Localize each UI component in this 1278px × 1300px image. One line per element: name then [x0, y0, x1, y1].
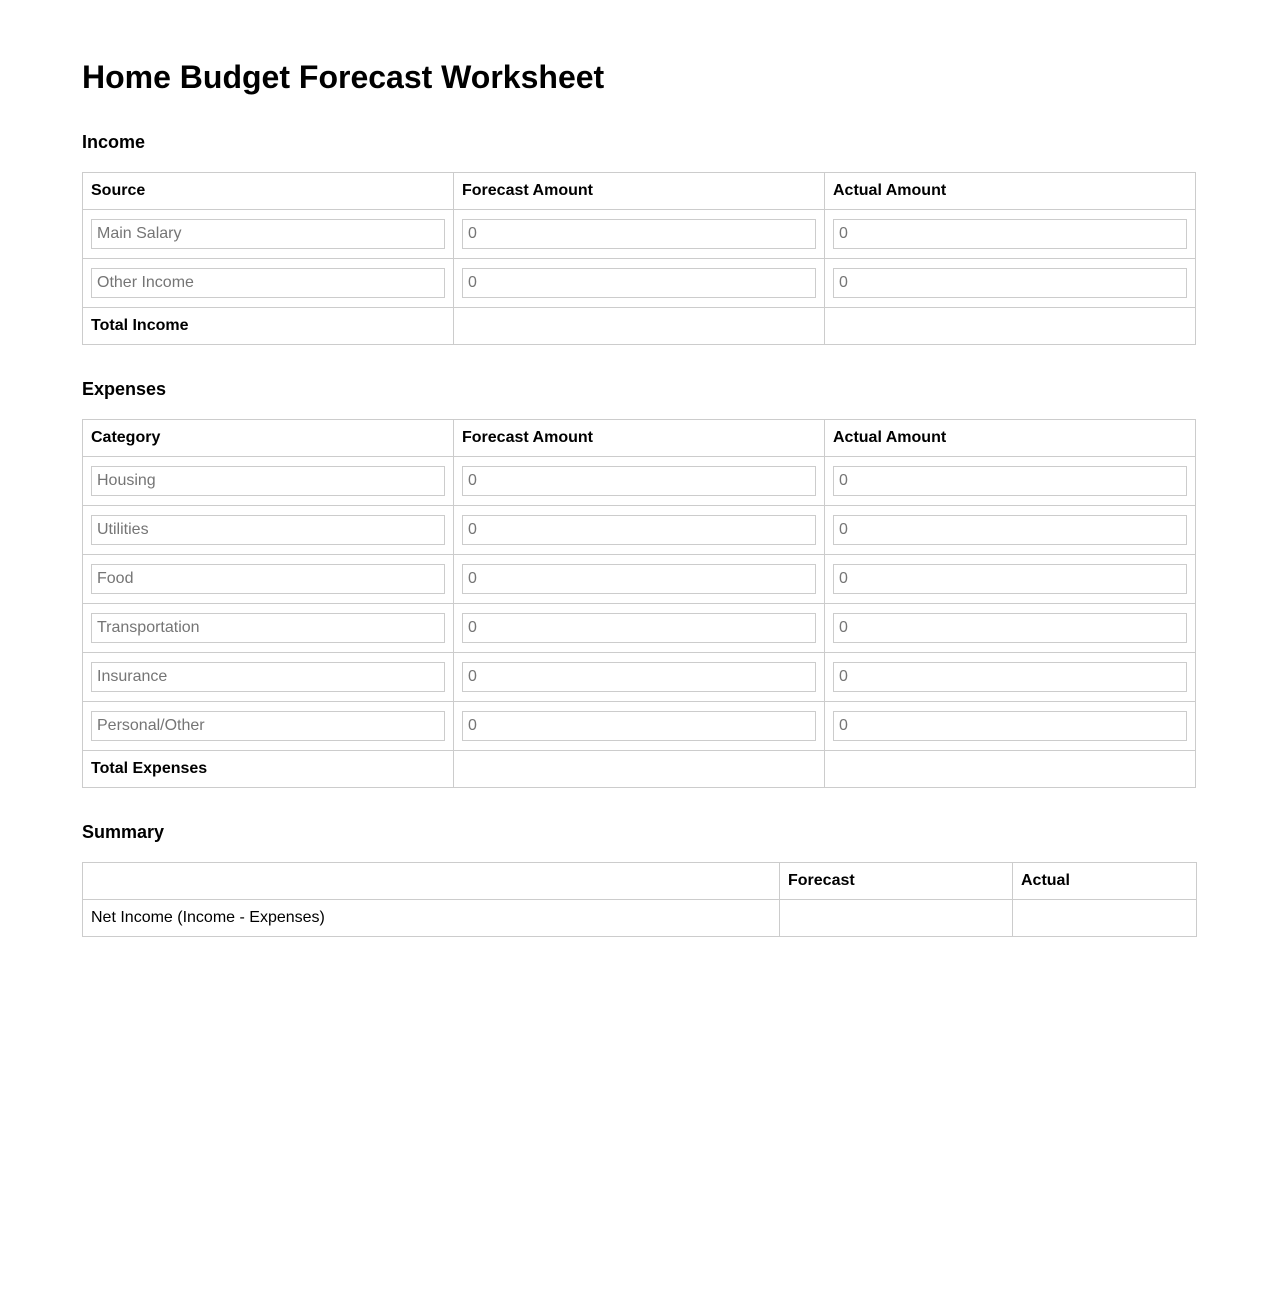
expense-forecast-input[interactable] — [462, 711, 816, 741]
source-cell — [83, 210, 454, 259]
net-income-row — [83, 900, 1197, 937]
net-income-label: Net Income (Income - Expenses) — [83, 900, 780, 937]
expense-category-input[interactable] — [91, 564, 445, 594]
expense-row-utilities — [83, 506, 1196, 555]
income-actual-input[interactable] — [833, 219, 1187, 249]
category-cell — [83, 653, 454, 702]
expenses-table — [82, 419, 1196, 788]
expense-forecast-input[interactable] — [462, 662, 816, 692]
expense-row-personal-other — [83, 702, 1196, 751]
income-heading: Income — [82, 132, 146, 152]
net-income-forecast — [780, 900, 1013, 937]
column-header-category: Category — [83, 420, 454, 457]
summary-header-row — [83, 863, 1197, 900]
forecast-cell — [454, 457, 825, 506]
column-header-actual-amount: Actual Amount — [825, 420, 1196, 457]
column-header-forecast-amount: Forecast Amount — [454, 420, 825, 457]
expenses-total-row — [83, 751, 1196, 788]
category-cell — [83, 457, 454, 506]
page-title: Home Budget Forecast Worksheet — [82, 59, 605, 95]
expense-actual-input[interactable] — [833, 515, 1187, 545]
expense-forecast-input[interactable] — [462, 466, 816, 496]
total-expenses-label: Total Expenses — [83, 751, 454, 788]
column-header-forecast-amount: Forecast Amount — [454, 173, 825, 210]
source-cell — [83, 259, 454, 308]
expense-actual-input[interactable] — [833, 613, 1187, 643]
actual-cell — [825, 653, 1196, 702]
column-header-actual: Actual — [1013, 863, 1197, 900]
expense-actual-input[interactable] — [833, 711, 1187, 741]
expense-actual-input[interactable] — [833, 662, 1187, 692]
forecast-cell — [454, 555, 825, 604]
income-actual-input[interactable] — [833, 268, 1187, 298]
column-header-actual-amount: Actual Amount — [825, 173, 1196, 210]
category-cell — [83, 506, 454, 555]
expense-row-food — [83, 555, 1196, 604]
forecast-cell — [454, 604, 825, 653]
income-row-main-salary — [83, 210, 1196, 259]
column-header-blank — [83, 863, 780, 900]
column-header-source: Source — [83, 173, 454, 210]
income-row-other-income — [83, 259, 1196, 308]
summary-table — [82, 862, 1197, 937]
income-table — [82, 172, 1196, 345]
forecast-cell — [454, 702, 825, 751]
category-cell — [83, 555, 454, 604]
actual-cell — [825, 604, 1196, 653]
total-expenses-forecast — [454, 751, 825, 788]
expense-category-input[interactable] — [91, 466, 445, 496]
column-header-forecast: Forecast — [780, 863, 1013, 900]
category-cell — [83, 702, 454, 751]
actual-cell — [825, 555, 1196, 604]
expense-category-input[interactable] — [91, 711, 445, 741]
income-source-input[interactable] — [91, 219, 445, 249]
total-expenses-actual — [825, 751, 1196, 788]
income-total-row — [83, 308, 1196, 345]
category-cell — [83, 604, 454, 653]
total-income-forecast — [454, 308, 825, 345]
actual-cell — [825, 210, 1196, 259]
forecast-cell — [454, 259, 825, 308]
forecast-cell — [454, 210, 825, 259]
expenses-header-row — [83, 420, 1196, 457]
expense-forecast-input[interactable] — [462, 564, 816, 594]
total-income-actual — [825, 308, 1196, 345]
expense-category-input[interactable] — [91, 662, 445, 692]
forecast-cell — [454, 653, 825, 702]
expense-actual-input[interactable] — [833, 564, 1187, 594]
actual-cell — [825, 259, 1196, 308]
actual-cell — [825, 702, 1196, 751]
net-income-actual — [1013, 900, 1197, 937]
total-income-label: Total Income — [83, 308, 454, 345]
expense-forecast-input[interactable] — [462, 515, 816, 545]
income-source-input[interactable] — [91, 268, 445, 298]
expense-category-input[interactable] — [91, 613, 445, 643]
expense-row-housing — [83, 457, 1196, 506]
actual-cell — [825, 506, 1196, 555]
income-header-row — [83, 173, 1196, 210]
expense-actual-input[interactable] — [833, 466, 1187, 496]
income-forecast-input[interactable] — [462, 219, 816, 249]
income-forecast-input[interactable] — [462, 268, 816, 298]
expenses-heading: Expenses — [82, 379, 167, 399]
expense-forecast-input[interactable] — [462, 613, 816, 643]
expense-row-insurance — [83, 653, 1196, 702]
expense-category-input[interactable] — [91, 515, 445, 545]
actual-cell — [825, 457, 1196, 506]
expense-row-transportation — [83, 604, 1196, 653]
summary-heading: Summary — [82, 822, 165, 842]
forecast-cell — [454, 506, 825, 555]
